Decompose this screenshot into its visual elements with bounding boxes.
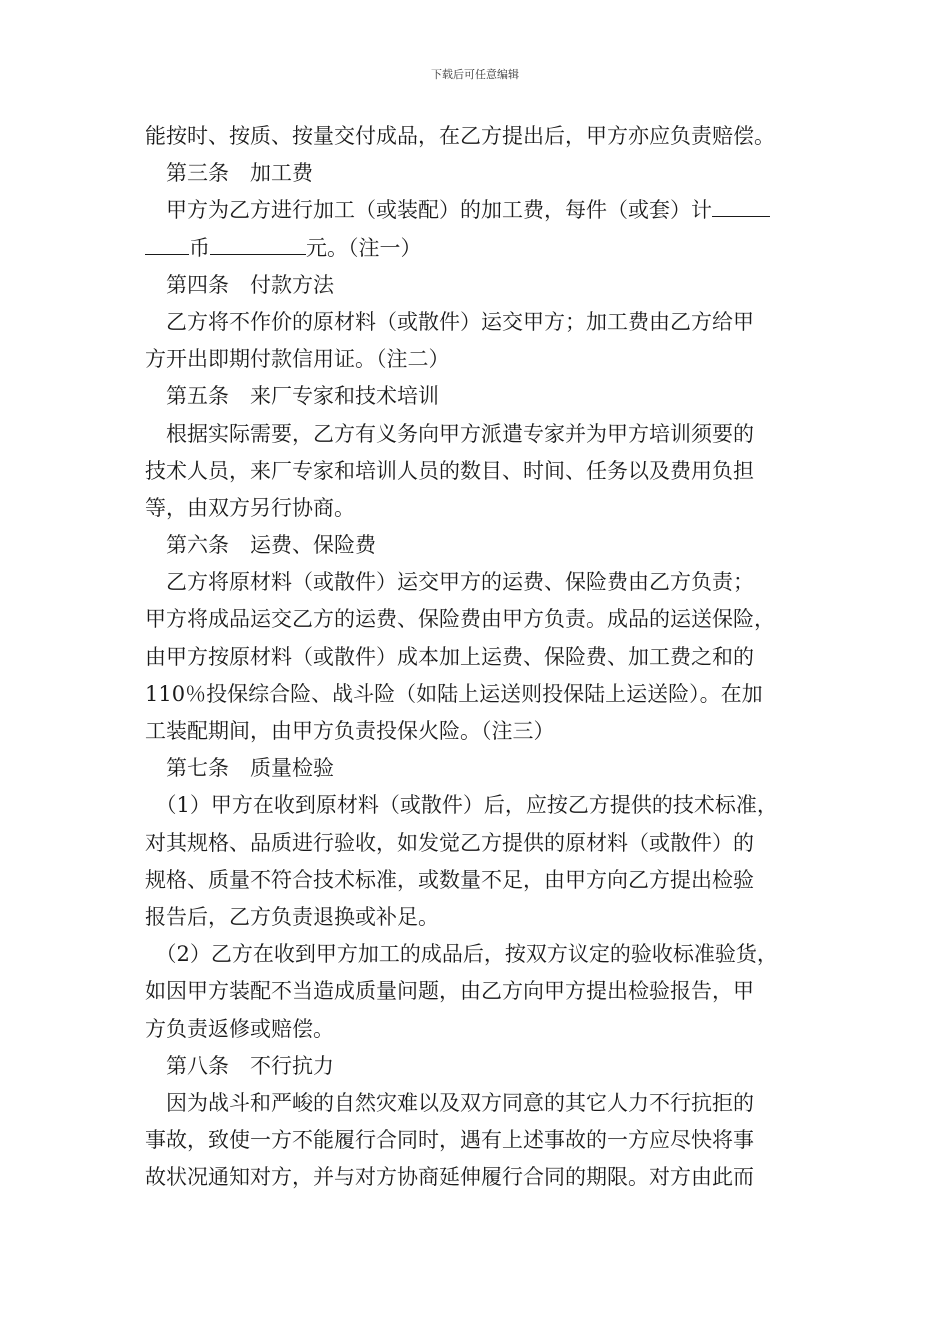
text-line: 方负责返修或赔偿。 <box>145 1016 334 1041</box>
text-line: 对其规格、品质进行验收，如发觉乙方提供的原材料（或散件）的 <box>145 830 754 855</box>
text-line: 工装配期间，由甲方负责投保火险。（注三） <box>145 719 555 743</box>
text-line: 由甲方按原材料（或散件）成本加上运费、保险费、加工费之和的 <box>145 644 754 669</box>
article-7-heading: 第七条 质量检验 <box>145 756 334 781</box>
text-line: （1）甲方在收到原材料（或散件）后，应按乙方提供的技术标准， <box>145 793 778 818</box>
fill-in-blank <box>712 194 770 217</box>
text-line: 如因甲方装配不当造成质量问题，由乙方向甲方提出检验报告，甲 <box>145 979 754 1004</box>
text-line-with-blank <box>145 230 825 267</box>
text-line: 因为战斗和严峻的自然灾难以及双方同意的其它人力不行抗拒的 <box>145 1090 754 1115</box>
article-6-heading: 第六条 运费、保险费 <box>145 533 376 558</box>
text-line: 方开出即期付款信用证。（注二） <box>145 347 450 372</box>
text-line: 110％投保综合险、战斗险（如陆上运送则投保陆上运送险）。在加 <box>145 681 763 706</box>
text-segment: 元。（注一） <box>306 235 422 260</box>
text-line: 根据实际需要，乙方有义务向甲方派遣专家并为甲方培训须要的 <box>145 421 754 446</box>
text-line: （2）乙方在收到甲方加工的成品后，按双方议定的验收标准验货， <box>145 942 778 967</box>
article-5-heading: 第五条 来厂专家和技术培训 <box>145 384 439 409</box>
page-header-note: 下载后可任意编辑 <box>431 68 519 81</box>
text-line: 乙方将不作价的原材料（或散件）运交甲方；加工费由乙方给甲 <box>145 309 754 334</box>
fill-in-blank <box>145 232 189 255</box>
fill-in-blank <box>210 232 306 255</box>
article-8-heading: 第八条 不行抗力 <box>145 1053 334 1078</box>
text-line: 规格、质量不符合技术标准，或数量不足，由甲方向乙方提出检验 <box>145 867 754 892</box>
article-4-heading: 第四条 付款方法 <box>145 272 334 297</box>
text-line: 报告后，乙方负责退换或补足。 <box>145 904 439 929</box>
text-line: 能按时、按质、按量交付成品，在乙方提出后，甲方亦应负责赔偿。 <box>145 124 775 148</box>
text-segment: 币 <box>189 235 210 260</box>
document-body <box>145 118 825 1196</box>
text-line: 乙方将原材料（或散件）运交甲方的运费、保险费由乙方负责； <box>145 570 754 595</box>
text-line: 事故，致使一方不能履行合同时，遇有上述事故的一方应尽快将事 <box>145 1128 754 1153</box>
text-line: 等，由双方另行协商。 <box>145 495 355 520</box>
text-line: 甲方将成品运交乙方的运费、保险费由甲方负责。成品的运送保险， <box>145 607 775 632</box>
text-line: 故状况通知对方，并与对方协商延伸履行合同的期限。对方由此而 <box>145 1165 754 1190</box>
text-line: 技术人员，来厂专家和培训人员的数目、时间、任务以及费用负担 <box>145 458 754 483</box>
text-segment: 甲方为乙方进行加工（或装配）的加工费，每件（或套）计 <box>145 198 712 223</box>
text-line-with-blank <box>145 192 825 229</box>
article-3-heading: 第三条 加工费 <box>145 161 313 186</box>
